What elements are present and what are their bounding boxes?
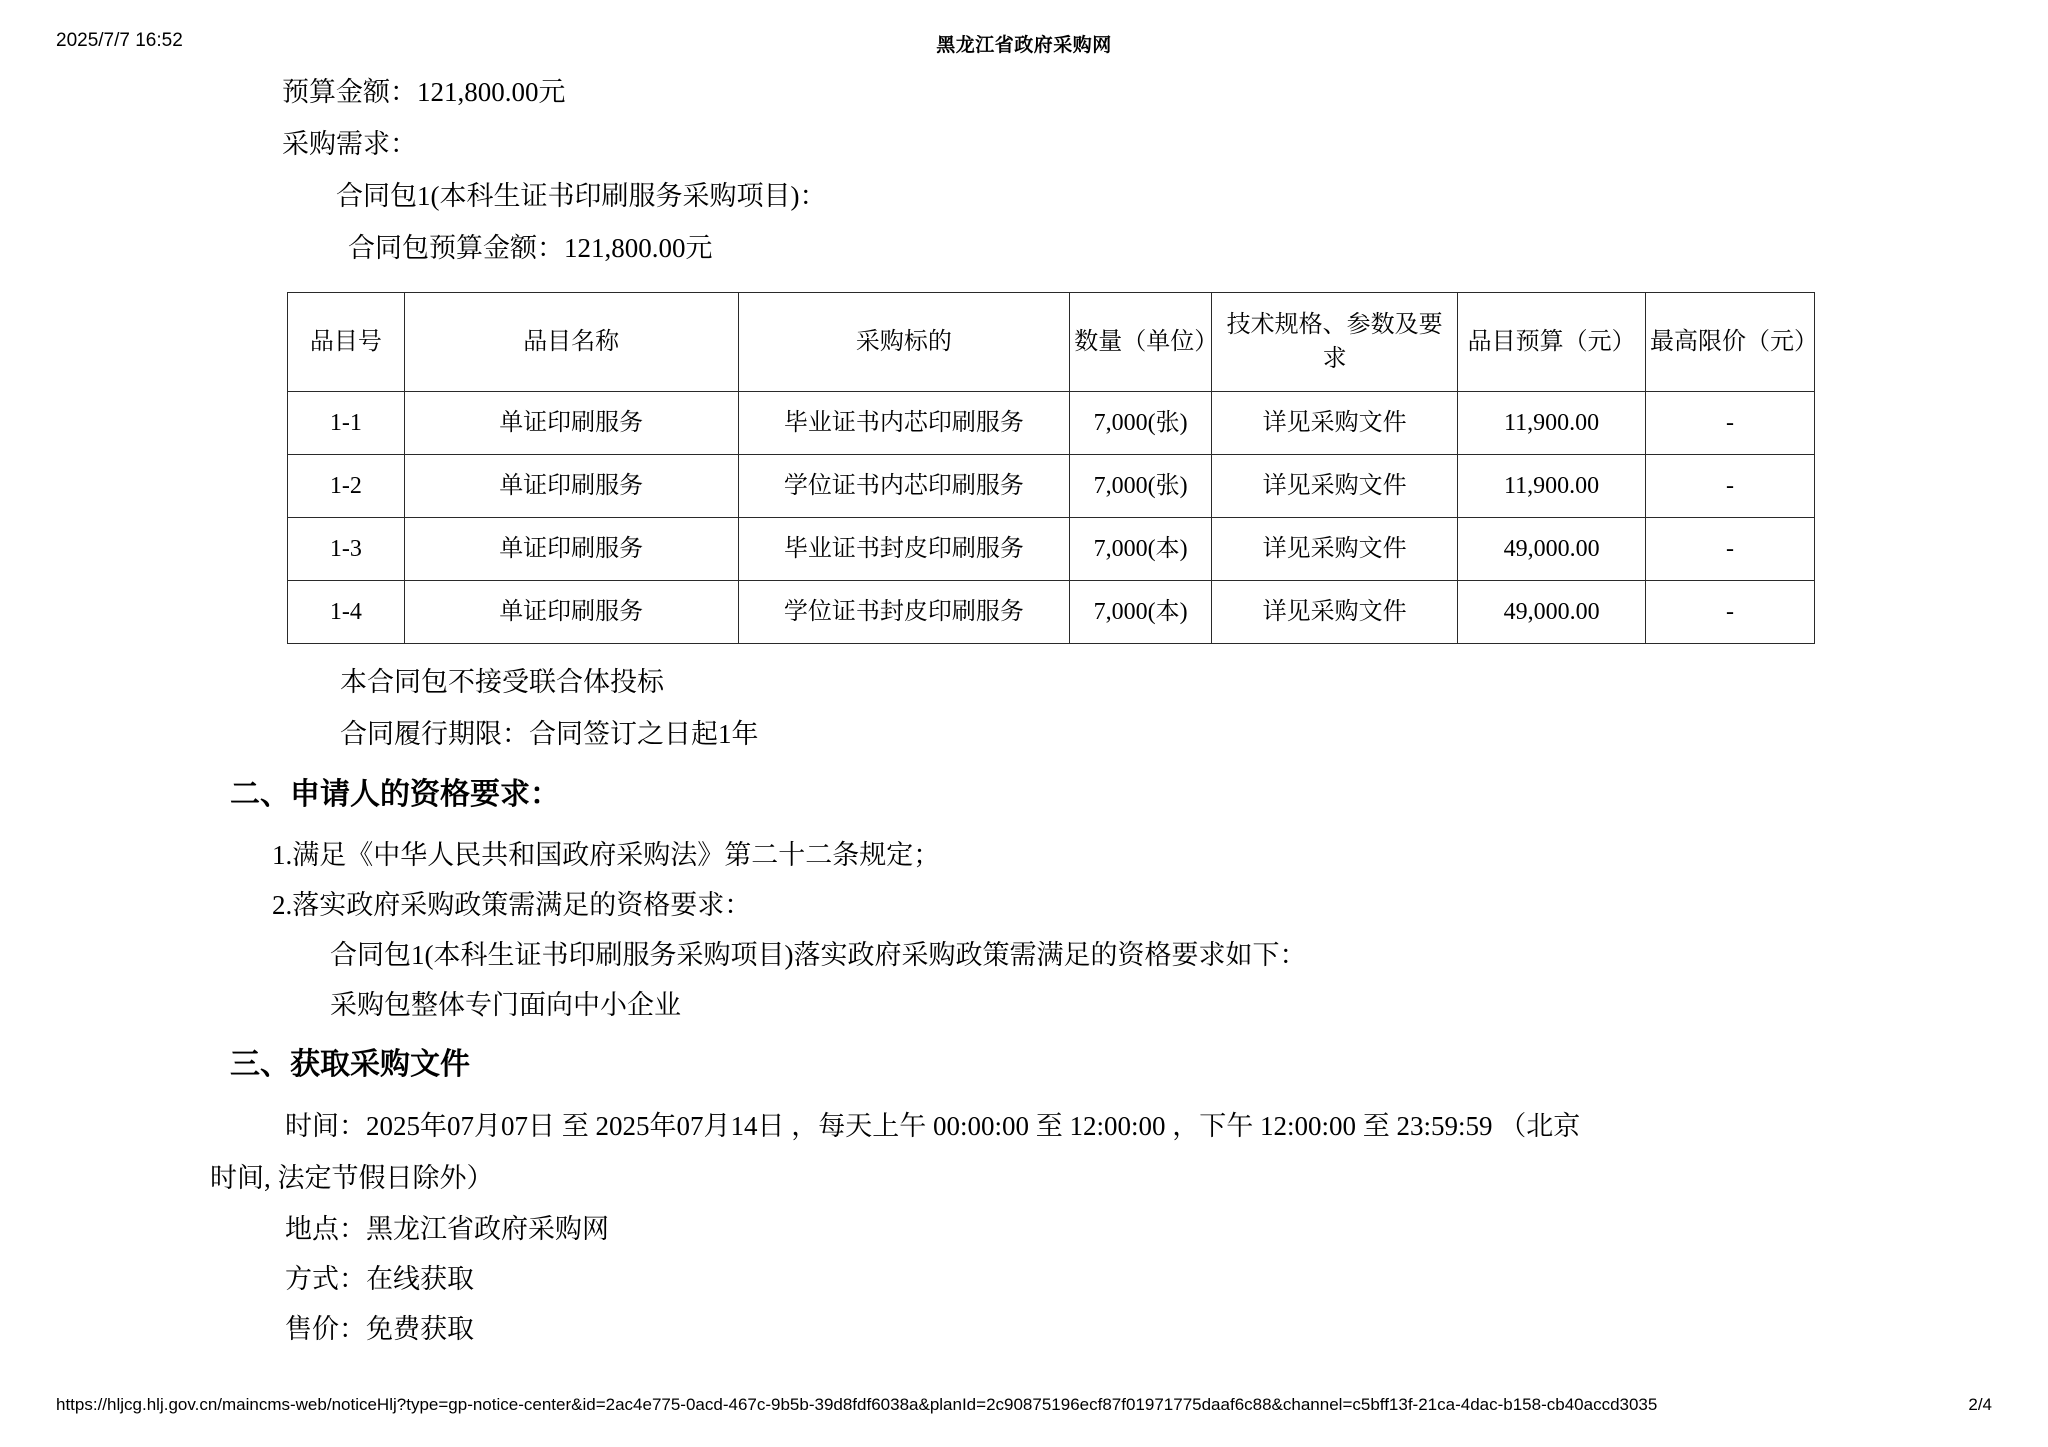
th-item-name: 品目名称 [404, 293, 738, 392]
cell-item-name: 单证印刷服务 [404, 581, 738, 644]
acquire-place: 地点：黑龙江省政府采购网 [285, 1214, 609, 1244]
print-header [0, 30, 2048, 58]
cell-item-no: 1-1 [288, 392, 405, 455]
contract-package-title: 合同包1(本科生证书印刷服务采购项目)： [336, 181, 827, 211]
cell-item-no: 1-4 [288, 581, 405, 644]
acquire-price: 售价：免费获取 [285, 1314, 474, 1344]
section-two-title: 二、申请人的资格要求： [230, 778, 560, 811]
section-three-title: 三、获取采购文件 [230, 1048, 470, 1081]
note-contract-duration: 合同履行期限：合同签订之日起1年 [340, 719, 759, 749]
qualification-item-2-detail: 合同包1(本科生证书印刷服务采购项目)落实政府采购政策需满足的资格要求如下： [330, 940, 1307, 970]
cell-item-qty: 7,000(张) [1070, 392, 1212, 455]
document-body [0, 66, 2048, 1354]
cell-item-qty: 7,000(本) [1070, 518, 1212, 581]
cell-item-target: 学位证书内芯印刷服务 [738, 455, 1070, 518]
cell-item-no: 1-3 [288, 518, 405, 581]
cell-item-name: 单证印刷服务 [404, 392, 738, 455]
print-date: 2025/7/7 16:52 [56, 30, 183, 51]
source-url: https://hljcg.hlj.gov.cn/maincms-web/noticeHlj?type=gp-notice-center&id=2ac4e775-0acd-467c-9b5b-39d8fdf6038a&planId=2c90875196ecf87f01971775daaf6c88&channel=c5bff13f-21ca-4dac-b158-cb40accd3035 [56, 1395, 1658, 1414]
qualification-item-1: 1.满足《中华人民共和国政府采购法》第二十二条规定； [272, 840, 941, 870]
cell-item-cap: - [1645, 455, 1814, 518]
qualification-item-2-detail-2: 采购包整体专门面向中小企业 [330, 990, 681, 1020]
qualification-item-2: 2.落实政府采购政策需满足的资格要求： [272, 890, 752, 920]
cell-item-qty: 7,000(张) [1070, 455, 1212, 518]
cell-item-spec: 详见采购文件 [1212, 518, 1458, 581]
cell-item-budget: 49,000.00 [1458, 518, 1646, 581]
print-footer [0, 1395, 2048, 1421]
cell-item-spec: 详见采购文件 [1212, 455, 1458, 518]
cell-item-target: 学位证书封皮印刷服务 [738, 581, 1070, 644]
page-number: 2/4 [1968, 1395, 1992, 1414]
table-row [288, 455, 1815, 518]
site-title: 黑龙江省政府采购网 [936, 35, 1112, 56]
acquire-time [0, 1100, 2048, 1204]
cell-item-budget: 49,000.00 [1458, 581, 1646, 644]
cell-item-target: 毕业证书封皮印刷服务 [738, 518, 1070, 581]
cell-item-spec: 详见采购文件 [1212, 392, 1458, 455]
table-row [288, 581, 1815, 644]
items-table [287, 292, 1818, 644]
th-item-spec: 技术规格、参数及要求 [1212, 293, 1458, 392]
cell-item-cap: - [1645, 392, 1814, 455]
cell-item-cap: - [1645, 518, 1814, 581]
acquire-method: 方式：在线获取 [285, 1264, 474, 1294]
table-row [288, 518, 1815, 581]
acquire-time-label: 时间： [285, 1111, 366, 1141]
cell-item-spec: 详见采购文件 [1212, 581, 1458, 644]
cell-item-no: 1-2 [288, 455, 405, 518]
contract-package-budget: 合同包预算金额：121,800.00元 [348, 233, 713, 263]
th-item-qty: 数量（单位） [1070, 293, 1212, 392]
th-item-cap: 最高限价（元） [1645, 293, 1814, 392]
th-item-budget: 品目预算（元） [1458, 293, 1646, 392]
cell-item-name: 单证印刷服务 [404, 455, 738, 518]
budget-amount-line: 预算金额：121,800.00元 [282, 77, 566, 107]
th-item-no: 品目号 [288, 293, 405, 392]
cell-item-qty: 7,000(本) [1070, 581, 1212, 644]
table-row [288, 392, 1815, 455]
th-item-target: 采购标的 [738, 293, 1070, 392]
acquire-time-value: 2025年07月07日 至 2025年07月14日 ，每天上午 00:00:00 至 12:00:00 ，下午 12:00:00 至 23:59:59 （北京 [366, 1111, 1581, 1141]
cell-item-budget: 11,900.00 [1458, 455, 1646, 518]
cell-item-name: 单证印刷服务 [404, 518, 738, 581]
items-table-wrapper [0, 274, 2048, 656]
cell-item-budget: 11,900.00 [1458, 392, 1646, 455]
note-no-consortium: 本合同包不接受联合体投标 [340, 667, 664, 697]
table-header-row [288, 293, 1815, 392]
cell-item-target: 毕业证书内芯印刷服务 [738, 392, 1070, 455]
cell-item-cap: - [1645, 581, 1814, 644]
acquire-time-value-2: 时间, 法定节假日除外） [210, 1163, 494, 1193]
procurement-requirement-label: 采购需求： [282, 129, 417, 159]
